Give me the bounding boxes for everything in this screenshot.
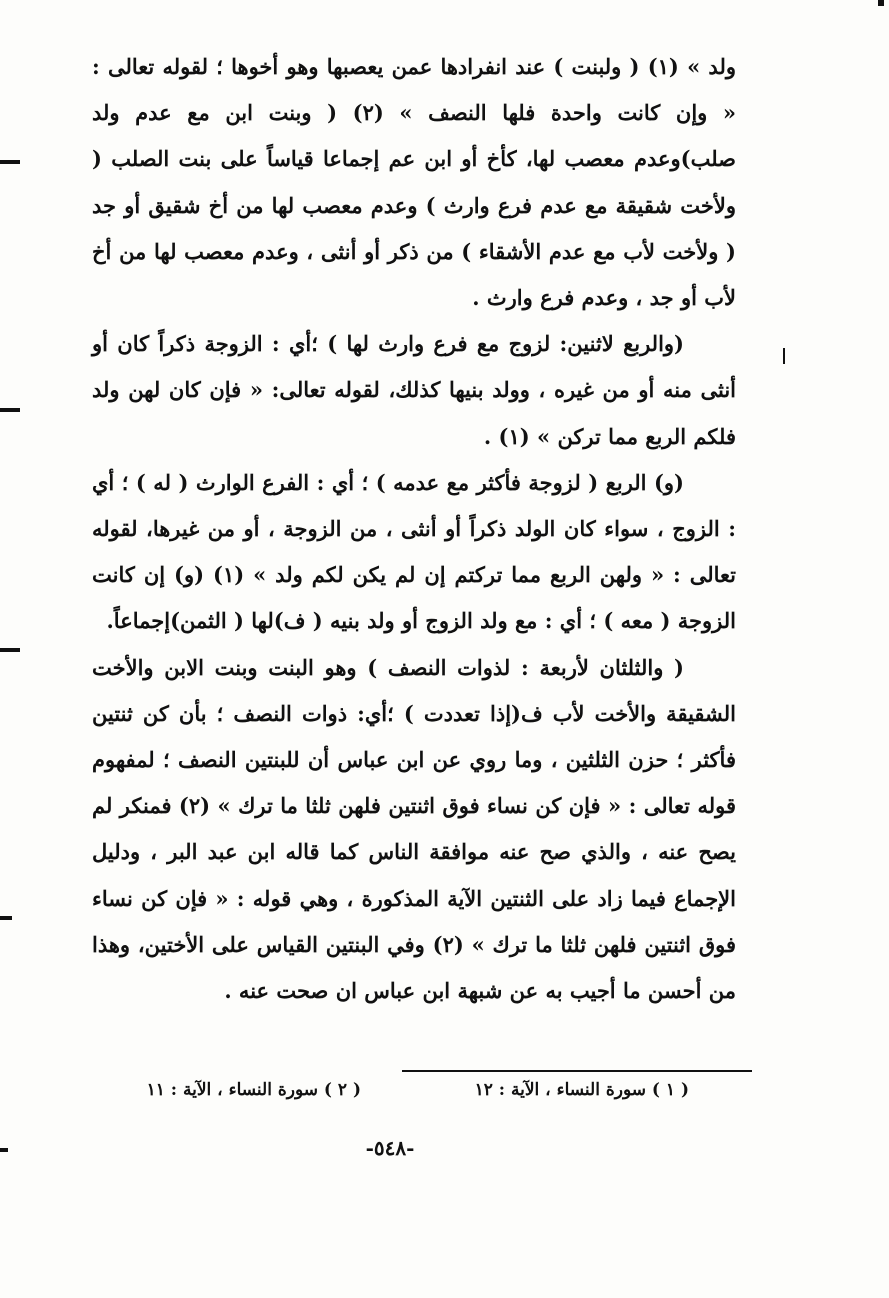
scan-margin-mark [0, 916, 12, 920]
scan-margin-mark [0, 648, 20, 652]
paragraph-4: ( والثلثان لأربعة : لذوات النصف ) وهو البنت وبنت الابن والأخت الشقيقة والأخت لأب ف(إذا تعددت ) ؛أي: ذوات النصف ؛ بأن كن ثنتين فأكثر ؛ حزن الثلثين ، وما روي عن ابن عباس أن للبنتين النصف ؛ لمفهوم قوله تعالى : « فإن كن نساء فوق اثنتين فلهن ثلثا ما ترك » (٢) فمنكر لم يصح عنه ، والذي صح عنه موافقة الناس كما قاله ابن عبد البر ، ودليل الإجماع فيما زاد على الثنتين الآية المذكورة ، وهي قوله : « فإن كن نساء فوق اثنتين فلهن ثلثا ما ترك » (٢) وفي البنتين القياس على الأختين، وهذا من أحسن ما أجيب به عن شبهة ابن عباس ان صحت عنه . [92, 654, 736, 1004]
footnote-1: ( ١ ) سورة النساء ، الآية : ١٢ [474, 1080, 689, 1100]
scan-margin-mark [0, 408, 20, 412]
scan-corner-mark [878, 0, 884, 6]
paragraph-2: (والربع لاثنين: لزوج مع فرع وارث لها ) ؛أي : الزوجة ذكراً كان أو أنثى منه أو من غيره ، وولد بنيها كذلك، لقوله تعالى: « فإن كان لهن ولد فلكم الربع مما تركن » (١) . [92, 331, 736, 449]
page-number: -٥٤٨- [365, 1136, 415, 1160]
main-text [92, 44, 736, 1014]
scan-stray-mark [783, 348, 785, 364]
paragraph-1: ولد » (١) ( ولبنت ) عند انفرادها عمن يعصبها وهو أخوها ؛ لقوله تعالى : « وإن كانت واحدة فلها النصف » (٢) ( وبنت ابن مع عدم ولد صلب)وعدم معصب لها، كأخ أو ابن عم إجماعا قياساً على بنت الصلب ( ولأخت شقيقة مع عدم فرع وارث ) وعدم معصب لها من أخ شقيق أو جد ( ولأخت لأب مع عدم الأشقاء ) من ذكر أو أنثى ، وعدم معصب لها من أخ لأب أو جد ، وعدم فرع وارث . [92, 54, 737, 311]
paragraph-3: (و) الربع ( لزوجة فأكثر مع عدمه ) ؛ أي : الفرع الوارث ( له ) ؛ أي : الزوج ، سواء كان الولد ذكراً أو أنثى ، من الزوجة ، أو من غيرها، لقوله تعالى : « ولهن الربع مما تركتم إن لم يكن لكم ولد » (١) (و) إن كانت الزوجة ( معه ) ؛ أي : مع ولد الزوج أو ولد بنيه ( ف)لها ( الثمن)إجماعاً. [92, 469, 736, 634]
scan-margin-mark [0, 160, 20, 164]
footnote-2: ( ٢ ) سورة النساء ، الآية : ١١ [146, 1080, 361, 1100]
footnote-divider [402, 1070, 752, 1072]
scan-margin-mark [0, 1148, 8, 1152]
